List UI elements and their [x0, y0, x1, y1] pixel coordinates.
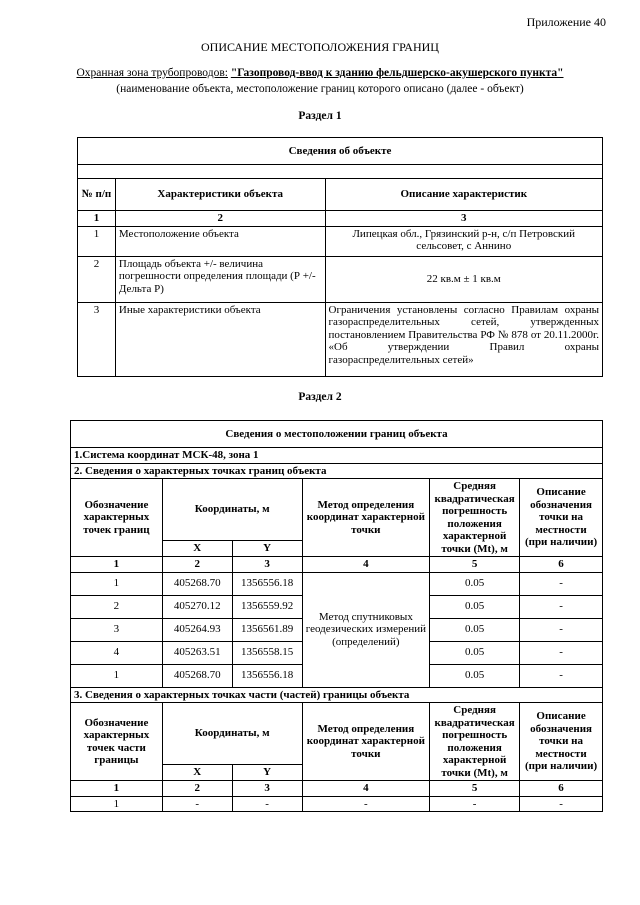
- row-characteristic: Площадь объекта +/- величина погрешности определения площади (Р +/- Дельта Р): [115, 256, 325, 302]
- header-x: X: [162, 541, 232, 557]
- point-x: 405270.12: [162, 595, 232, 618]
- header-error: Средняя квадратическая погрешность положения характерной точки (Mt), м: [430, 479, 520, 557]
- point-error: 0.05: [430, 572, 520, 595]
- point-description: -: [520, 618, 603, 641]
- row-number: 3: [78, 302, 116, 376]
- point-description: -: [520, 572, 603, 595]
- col-number-6: 6: [520, 557, 603, 573]
- point-id: 1: [71, 664, 163, 687]
- col-number-5: 5: [430, 557, 520, 573]
- row-value: Ограничения установлены согласно Правилам охраны газораспределительных сетей, утвержденных постановлением Правительства РФ № 878 от 20.11.2000г. «Об утверждении Правил охраны газораспределительных сетей»: [325, 302, 602, 376]
- point-y: 1356561.89: [232, 618, 302, 641]
- col-number-5: 5: [430, 781, 520, 797]
- document-title: ОПИСАНИЕ МЕСТОПОЛОЖЕНИЯ ГРАНИЦ: [201, 40, 439, 54]
- point-x: 405268.70: [162, 664, 232, 687]
- part-point-id: 1: [71, 796, 163, 812]
- zone-description: (наименование объекта, местоположение границ которого описано (далее - объект): [116, 83, 524, 95]
- subsection-2-title: 2. Сведения о характерных точках границ объекта: [71, 463, 603, 479]
- point-id: 1: [71, 572, 163, 595]
- col-number-2: 2: [115, 211, 325, 227]
- point-id: 3: [71, 618, 163, 641]
- point-id: 4: [71, 641, 163, 664]
- zone-name: "Газопровод-ввод к зданию фельдшерско-акушерского пункта": [230, 67, 564, 79]
- point-error: 0.05: [430, 618, 520, 641]
- header-point-description: Описание обозначения точки на местности (при наличии): [520, 479, 603, 557]
- header-method: Метод определения координат характерной точки: [302, 703, 430, 781]
- header-coordinates: Координаты, м: [162, 703, 302, 765]
- point-x: 405263.51: [162, 641, 232, 664]
- part-point-error: -: [430, 796, 520, 812]
- col-number-4: 4: [302, 557, 430, 573]
- header-y: Y: [232, 765, 302, 781]
- header-description: Описание характеристик: [325, 179, 602, 211]
- point-description: -: [520, 595, 603, 618]
- col-number-4: 4: [302, 781, 430, 797]
- point-y: 1356556.18: [232, 664, 302, 687]
- point-y: 1356556.18: [232, 572, 302, 595]
- section-1-heading: Раздел 1: [298, 110, 342, 122]
- row-number: 2: [78, 256, 116, 302]
- spacer-row: [78, 165, 603, 179]
- col-number-3: 3: [325, 211, 602, 227]
- point-method: Метод спутниковых геодезических измерений (определений): [302, 572, 430, 687]
- point-y: 1356558.15: [232, 641, 302, 664]
- point-x: 405264.93: [162, 618, 232, 641]
- boundary-table-title: Сведения о местоположении границ объекта: [71, 421, 603, 448]
- row-characteristic: Местоположение объекта: [115, 226, 325, 256]
- point-description: -: [520, 664, 603, 687]
- zone-line: [0, 67, 640, 79]
- row-characteristic: Иные характеристики объекта: [115, 302, 325, 376]
- section-2-heading: Раздел 2: [298, 391, 342, 403]
- col-number-2: 2: [162, 557, 232, 573]
- col-number-1: 1: [78, 211, 116, 227]
- point-error: 0.05: [430, 595, 520, 618]
- header-point-description: Описание обозначения точки на местности (при наличии): [520, 703, 603, 781]
- header-coordinates: Координаты, м: [162, 479, 302, 541]
- row-number: 1: [78, 226, 116, 256]
- appendix-label: Приложение 40: [526, 15, 606, 29]
- point-error: 0.05: [430, 641, 520, 664]
- col-number-2: 2: [162, 781, 232, 797]
- object-info-title: Сведения об объекте: [78, 138, 603, 165]
- header-method: Метод определения координат характерной точки: [302, 479, 430, 557]
- col-number-6: 6: [520, 781, 603, 797]
- boundary-table: [70, 420, 603, 812]
- part-point-y: -: [232, 796, 302, 812]
- point-description: -: [520, 641, 603, 664]
- header-characteristic: Характеристики объекта: [115, 179, 325, 211]
- object-info-table: [77, 137, 603, 377]
- part-point-method: -: [302, 796, 430, 812]
- point-id: 2: [71, 595, 163, 618]
- subsection-3-title: 3. Сведения о характерных точках части (частей) границы объекта: [71, 687, 603, 703]
- point-error: 0.05: [430, 664, 520, 687]
- col-number-3: 3: [232, 781, 302, 797]
- header-points: Обозначение характерных точек границ: [71, 479, 163, 557]
- point-y: 1356559.92: [232, 595, 302, 618]
- header-error: Средняя квадратическая погрешность положения характерной точки (Mt), м: [430, 703, 520, 781]
- col-number-1: 1: [71, 557, 163, 573]
- point-x: 405268.70: [162, 572, 232, 595]
- col-number-3: 3: [232, 557, 302, 573]
- header-part-points: Обозначение характерных точек части границы: [71, 703, 163, 781]
- row-value: 22 кв.м ± 1 кв.м: [325, 256, 602, 302]
- col-number-1: 1: [71, 781, 163, 797]
- part-point-description: -: [520, 796, 603, 812]
- header-y: Y: [232, 541, 302, 557]
- header-x: X: [162, 765, 232, 781]
- header-number: № п/п: [78, 179, 116, 211]
- part-point-x: -: [162, 796, 232, 812]
- zone-prefix: Охранная зона трубопроводов:: [76, 67, 228, 79]
- coordinate-system: 1.Система координат МСК-48, зона 1: [71, 448, 603, 464]
- row-value: Липецкая обл., Грязинский р-н, с/п Петровский сельсовет, с Аннино: [325, 226, 602, 256]
